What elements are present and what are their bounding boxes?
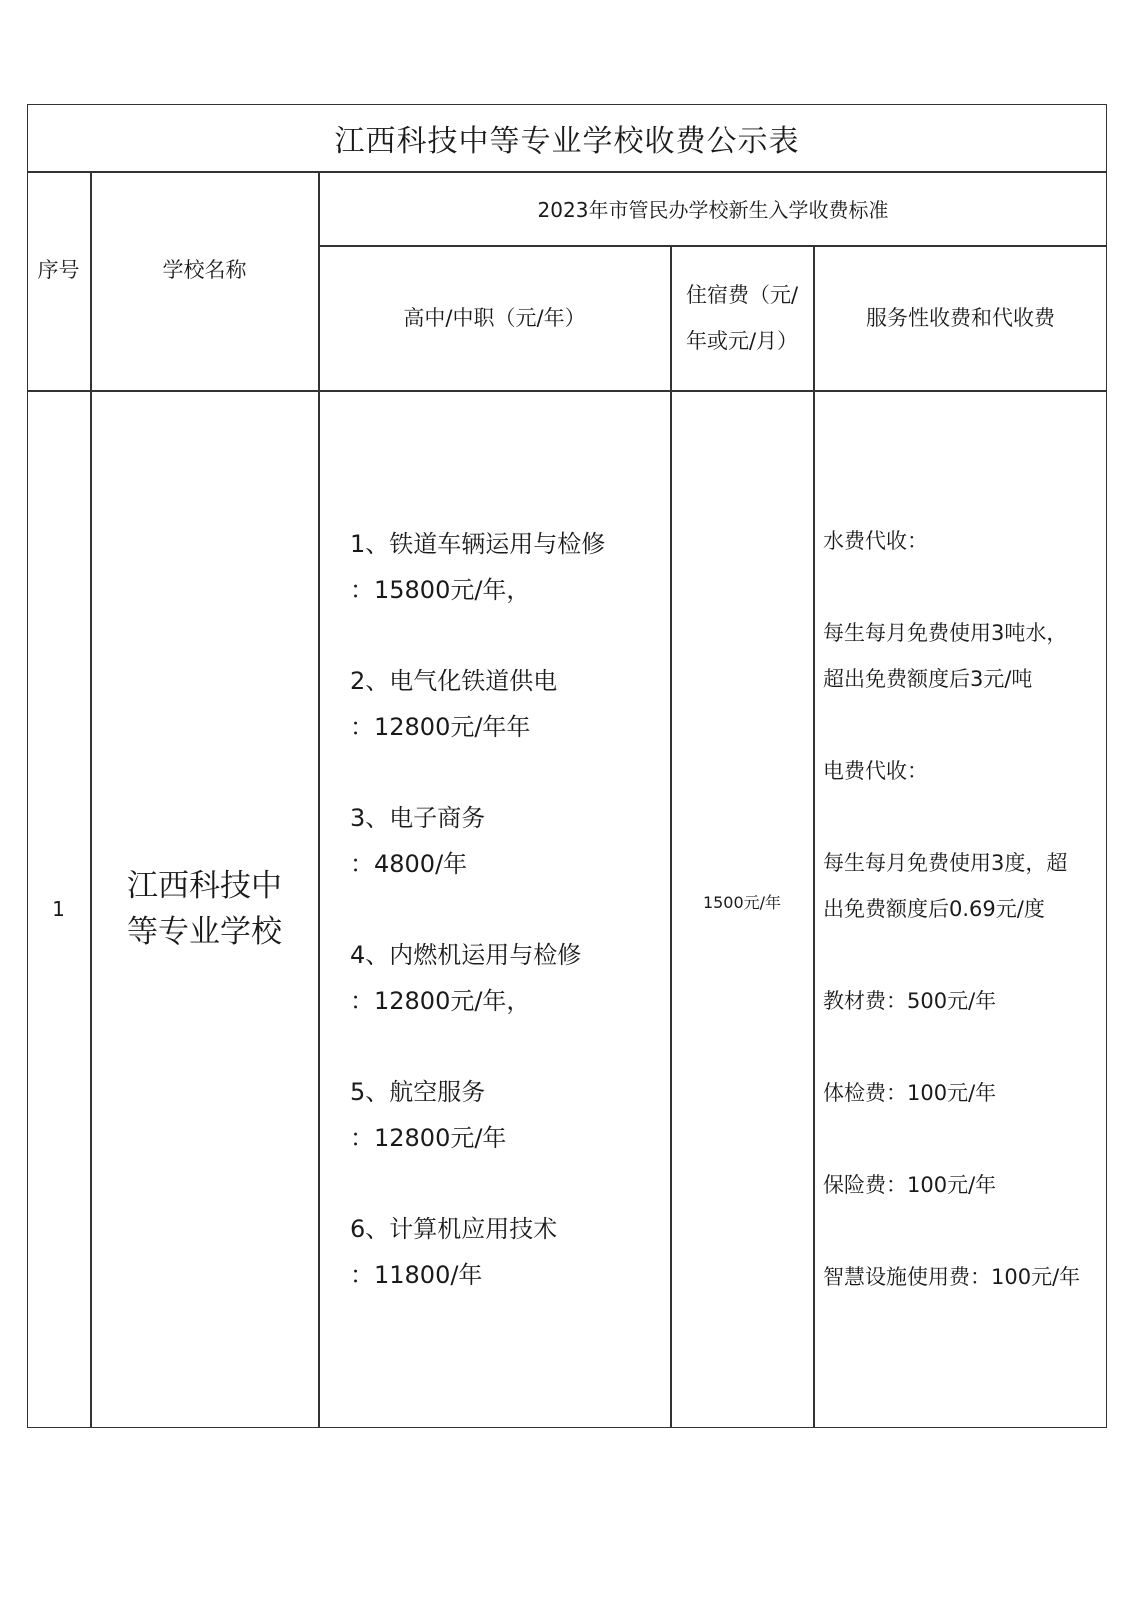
header-dorm-line1: 住宿费（元/	[685, 283, 799, 307]
major-fee: ：15800元/年，	[350, 575, 531, 604]
major-fee: ：12800元/年	[350, 1123, 507, 1152]
list-item	[350, 658, 658, 750]
major-name: 6、计算机应用技术	[350, 1214, 558, 1243]
dorm-fee: 1500元/年	[702, 893, 782, 912]
majors-list	[318, 393, 658, 1425]
physical-exam-fee: 体检费：100元/年	[823, 1081, 997, 1105]
header-standard-group: 2023年市管民办学校新生入学收费标准	[537, 198, 889, 222]
school-name-line1: 江西科技中	[127, 868, 282, 904]
major-name: 1、铁道车辆运用与检修	[350, 529, 606, 558]
list-item	[350, 1206, 658, 1298]
list-item	[350, 1069, 658, 1161]
row-index: 1	[52, 897, 65, 921]
major-name: 2、电气化铁道供电	[350, 666, 558, 695]
header-service: 服务性收费和代收费	[866, 306, 1055, 330]
major-name: 5、航空服务	[350, 1077, 486, 1106]
major-fee: ：12800元/年，	[350, 986, 531, 1015]
elec-title: 电费代收：	[823, 759, 928, 783]
services-list	[813, 393, 1105, 1425]
elec-line1: 每生每月免费使用3度，超	[823, 851, 1068, 875]
major-name: 4、内燃机运用与检修	[350, 940, 582, 969]
major-fee: ：12800元/年年	[350, 712, 531, 741]
water-title: 水费代收：	[823, 529, 928, 553]
insurance-fee: 保险费：100元/年	[823, 1173, 997, 1197]
list-item	[350, 521, 658, 613]
textbook-fee: 教材费：500元/年	[823, 989, 997, 1013]
header-index: 序号	[37, 258, 80, 282]
major-fee: ：4800/年	[350, 849, 468, 878]
water-line1: 每生每月免费使用3吨水，	[823, 621, 1068, 645]
school-name	[91, 391, 318, 1427]
table-title: 江西科技中等专业学校收费公示表	[334, 124, 800, 159]
major-fee: ：11800/年	[350, 1260, 483, 1289]
header-school-name: 学校名称	[162, 258, 247, 282]
list-item	[350, 932, 658, 1024]
elec-line2: 出免费额度后0.69元/度	[823, 897, 1045, 921]
header-dorm	[671, 246, 813, 390]
header-dorm-line2: 年或元/月）	[685, 329, 799, 353]
major-name: 3、电子商务	[350, 803, 486, 832]
school-name-line2: 等专业学校	[127, 914, 282, 950]
list-item	[350, 795, 658, 887]
water-line2: 超出免费额度后3元/吨	[823, 667, 1033, 691]
smart-facility-fee: 智慧设施使用费：100元/年	[823, 1265, 1081, 1289]
header-tuition: 高中/中职（元/年）	[403, 306, 586, 330]
